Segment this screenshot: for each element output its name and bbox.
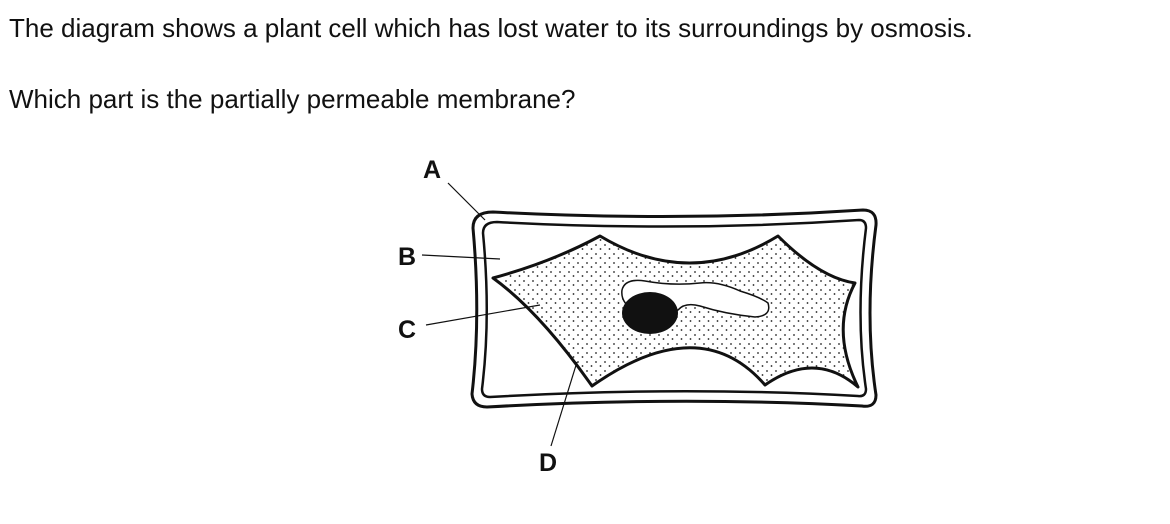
- label-b-leader: [422, 255, 500, 259]
- question-prompt: Which part is the partially permeable membrane?: [9, 84, 576, 114]
- label-c-leader: [426, 305, 540, 325]
- label-a: A: [423, 156, 442, 184]
- label-b: B: [398, 243, 417, 271]
- label-c: C: [398, 316, 417, 344]
- nucleus: [622, 292, 678, 334]
- question-statement: The diagram shows a plant cell which has lost water to its surroundings by osmosis.: [9, 13, 973, 43]
- label-a-leader: [448, 183, 485, 220]
- label-d: D: [539, 449, 558, 477]
